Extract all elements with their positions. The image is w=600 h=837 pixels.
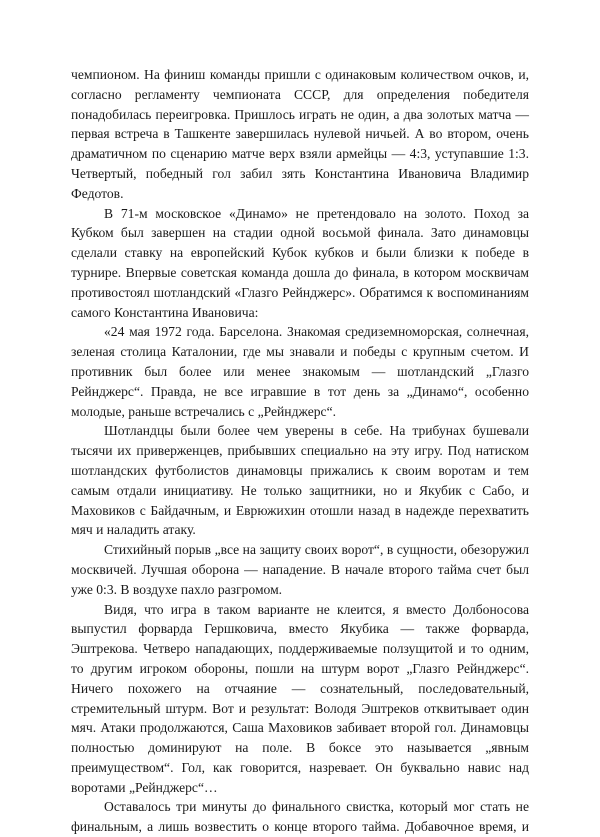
document-page <box>71 65 529 837</box>
paragraph-1: чемпионом. На финиш команды пришли с одинаковым количеством очков, и, согласно регламенту чемпионата СССР, для определения победителя понадобилась переигровка. Пришлось играть не один, а два золотых матча — первая встреча в Ташкенте завершилась нулевой ничьей. А во втором, очень драматичном по сценарию матче верх взяли армейцы — 4:3, уступавшие 1:3. Четвертый, победный гол забил зять Константина Ивановича Владимир Федотов. <box>71 67 529 201</box>
paragraph-5: Стихийный порыв „все на защиту своих ворот“, в сущности, обезоружил москвичей. Лучшая оборона — нападение. В начале второго тайма счет был уже 0:3. В воздухе пахло разгромом. <box>71 542 529 597</box>
paragraph-6: Видя, что игра в таком варианте не клеится, я вместо Долбоносова выпустил форварда Гершковича, вместо Якубика — также форварда, Эштрекова. Четверо нападающих, поддерживаемые ползущитой и то одним, то другим игроком обороны, пошли на штурм ворот „Глазго Рейнджерс“. Ничего похожего на отчаяние — сознательный, последовательный, стремительный штурм. Вот и результат: Володя Эштреков отквитывает один мяч. Атаки продолжаются, Саша Маховиков забивает второй гол. Динамовцы полностью доминируют на поле. В боксе это называется „явным преимуществом“. Гол, как говорится, назревает. Он буквально навис над воротами „Рейнджерс“… <box>71 601 529 795</box>
paragraph-7: Оставалось три минуты до финального свистка, который мог стать не финальным, а лишь возвестить о конце второго тайма. Добавочное время, и <box>71 799 529 835</box>
paragraph-4: Шотландцы были более чем уверены в себе. На трибунах бушевали тысячи их приверженцев, прибывших специально на эту игру. Под натиском шотландских футболистов динамовцы прижались к своим воротам и тем самым отдали инициативу. Не только защитники, но и Якубик с Сабо, и Маховиков с Байдачным, и Еврюжихин отошли назад в надежде перехватить мяч и наладить атаку. <box>71 423 529 538</box>
paragraph-2: В 71-м московское «Динамо» не претендовало на золото. Поход за Кубком был завершен на стадии одной восьмой финала. Зато динамовцы сделали ставку на европейский Кубок кубков и были близки к победе в турнире. Впервые советская команда дошла до финала, в котором москвичам противостоял шотландский «Глазго Рейнджерс». Обратимся к воспоминаниям самого Константина Ивановича: <box>71 205 529 320</box>
paragraph-3: «24 мая 1972 года. Барселона. Знакомая средиземноморская, солнечная, зеленая столица Каталонии, где мы знавали и победы с крупным счетом. И противник был более или менее знакомым — шотландский „Глазго Рейнджерс“. Правда, не все игравшие в тот день за „Динамо“, особенно молодые, раньше встречались с „Рейнджерс“. <box>71 324 529 419</box>
